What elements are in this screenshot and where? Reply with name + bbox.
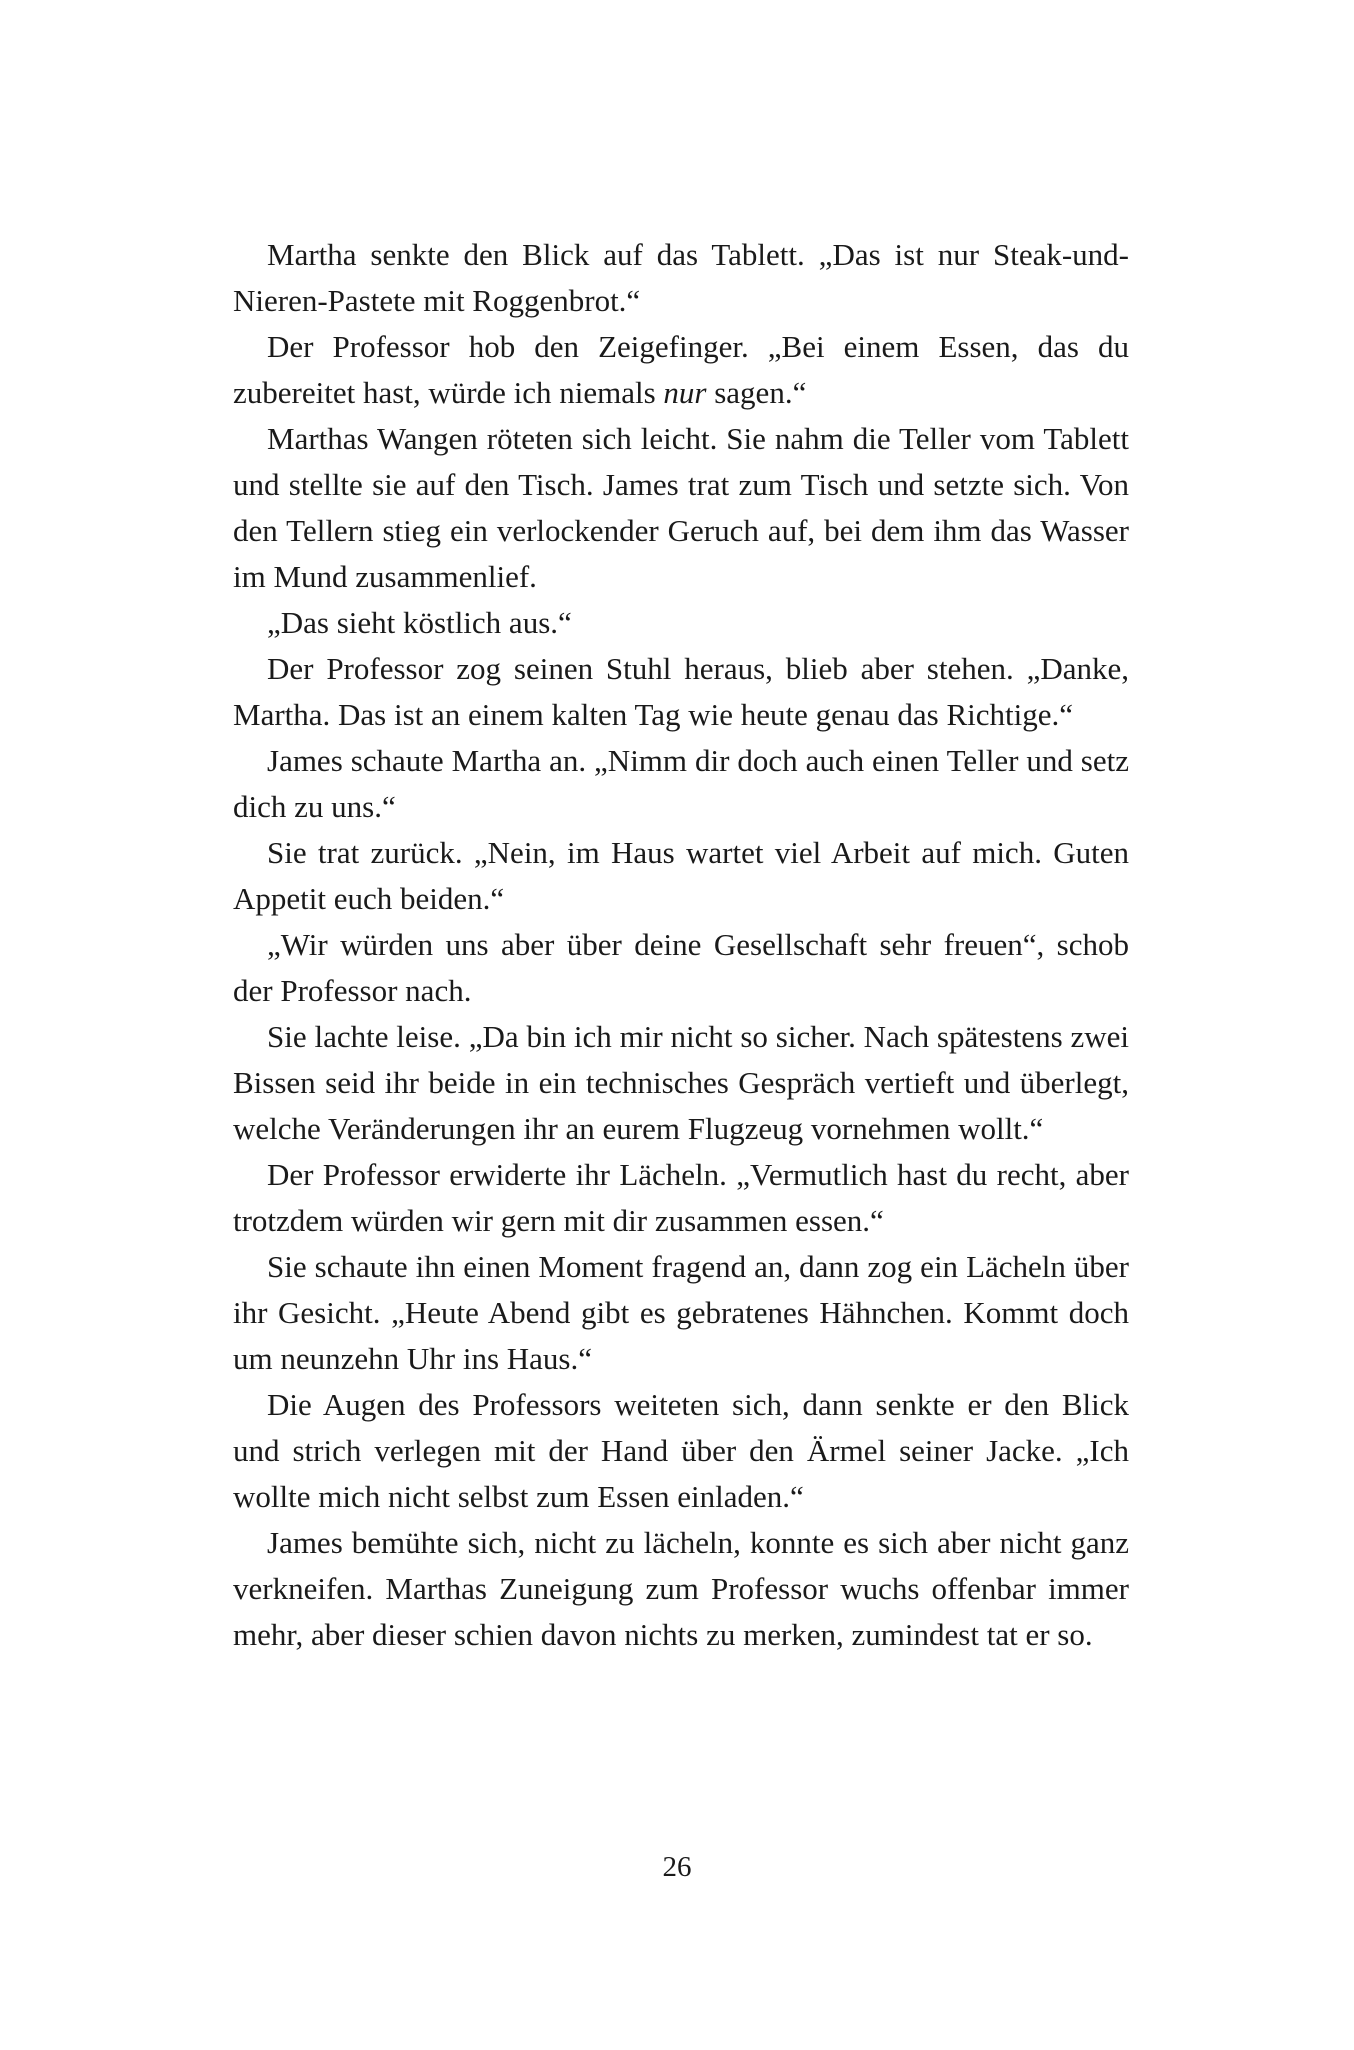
- page-number: 26: [662, 1851, 692, 1883]
- paragraph: [233, 324, 1129, 416]
- paragraph: Der Professor erwiderte ihr Lächeln. „Vermutlich hast du recht, aber trotzdem würden wir gern mit dir zusammen essen.“: [233, 1157, 1129, 1238]
- emphasized-word: nur: [663, 375, 707, 410]
- paragraph-text: Der Professor hob den Zeigefinger. „Bei einem Essen, das du zubereitet hast, würde ich niemals: [233, 329, 1129, 410]
- paragraph: Sie schaute ihn einen Moment fragend an, dann zog ein Lächeln über ihr Gesicht. „Heute Abend gibt es gebratenes Hähnchen. Kommt doch um neunzehn Uhr ins Haus.“: [233, 1249, 1129, 1376]
- paragraph: James bemühte sich, nicht zu lächeln, konnte es sich aber nicht ganz verkneifen. Marthas Zuneigung zum Professor wuchs offenbar immer mehr, aber dieser schien davon nichts zu merken, zumindest tat er so.: [233, 1525, 1129, 1652]
- paragraph: Sie lachte leise. „Da bin ich mir nicht so sicher. Nach spätestens zwei Bissen seid ihr beide in ein technisches Gespräch vertieft und überlegt, welche Veränderungen ihr an eurem Flugzeug vornehmen wollt.“: [233, 1019, 1129, 1146]
- paragraph: Die Augen des Professors weiteten sich, dann senkte er den Blick und strich verlegen mit der Hand über den Ärmel seiner Jacke. „Ich wollte mich nicht selbst zum Essen einladen.“: [233, 1387, 1129, 1514]
- paragraph: Sie trat zurück. „Nein, im Haus wartet viel Arbeit auf mich. Guten Appetit euch beiden.“: [233, 835, 1129, 916]
- paragraph: Marthas Wangen röteten sich leicht. Sie nahm die Teller vom Tablett und stellte sie auf den Tisch. James trat zum Tisch und setzte sich. Von den Tellern stieg ein verlockender Geruch auf, bei dem ihm das Wasser im Mund zusammenlief.: [233, 421, 1129, 594]
- paragraph: Der Professor zog seinen Stuhl heraus, blieb aber stehen. „Danke, Martha. Das ist an einem kalten Tag wie heute genau das Richtige.“: [233, 651, 1129, 732]
- paragraph: „Wir würden uns aber über deine Gesellschaft sehr freuen“, schob der Professor nach.: [233, 927, 1129, 1008]
- body-text: [233, 232, 1129, 1658]
- paragraph: „Das sieht köstlich aus.“: [267, 605, 572, 640]
- paragraph: James schaute Martha an. „Nimm dir doch auch einen Teller und setz dich zu uns.“: [233, 743, 1129, 824]
- paragraph-text: sagen.“: [706, 375, 807, 410]
- paragraph: Martha senkte den Blick auf das Tablett. „Das ist nur Steak-und-Nieren-Pastete mit Roggenbrot.“: [233, 237, 1129, 318]
